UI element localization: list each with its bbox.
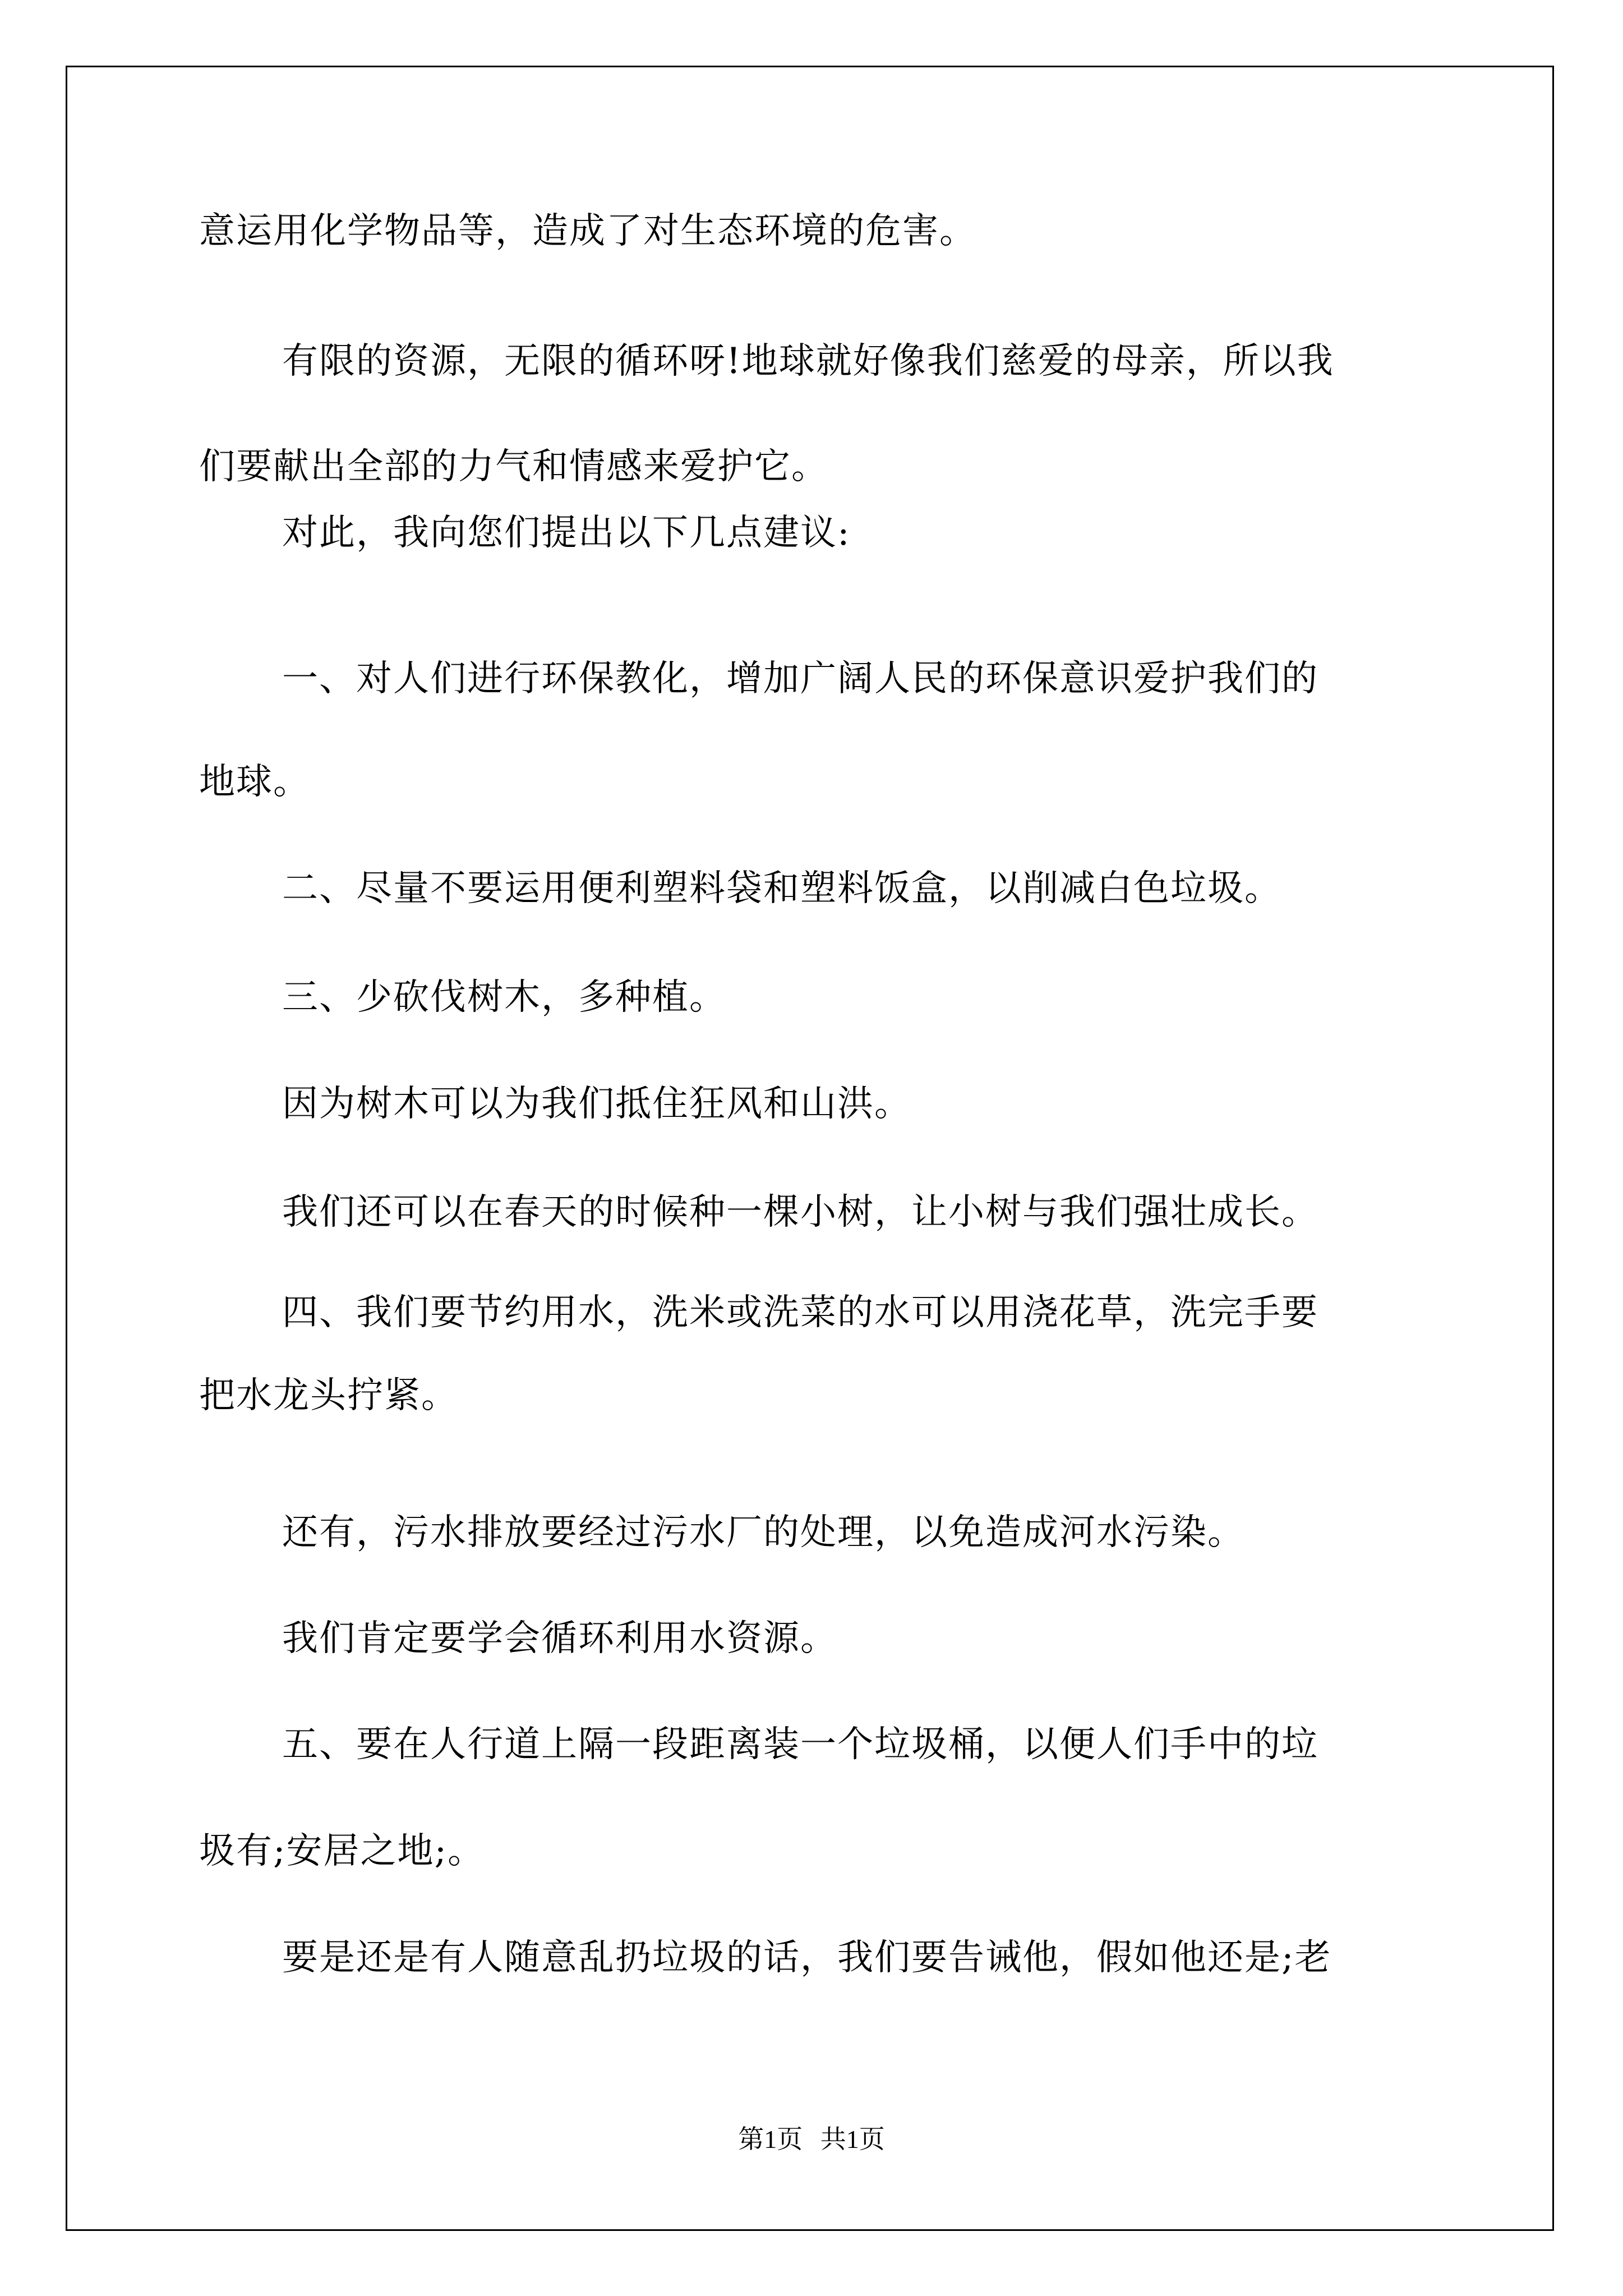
text-line: 意运用化学物品等，造成了对生态环境的危害。 — [199, 210, 976, 252]
text-line: 我们还可以在春天的时候种一棵小树，让小树与我们强壮成长。 — [282, 1191, 1318, 1233]
page-footer — [0, 2123, 1623, 2156]
page-total: 共1页 — [820, 2125, 885, 2154]
text-line: 三、少砍伐树木，多种植。 — [282, 977, 726, 1018]
text-line: 圾有;安居之地;。 — [199, 1830, 485, 1872]
text-line: 一、对人们进行环保教化，增加广阔人民的环保意识爱护我们的 — [282, 658, 1318, 700]
text-line: 对此，我向您们提出以下几点建议: — [282, 512, 851, 554]
text-line: 五、要在人行道上隔一段距离装一个垃圾桶，以便人们手中的垃 — [282, 1724, 1318, 1765]
page-border — [66, 66, 1554, 2231]
text-line: 有限的资源，无限的循环呀!地球就好像我们慈爱的母亲，所以我 — [282, 341, 1334, 382]
text-line: 因为树木可以为我们抵住狂风和山洪。 — [282, 1083, 911, 1125]
text-line: 把水龙头拧紧。 — [199, 1375, 458, 1416]
text-line: 们要献出全部的力气和情感来爱护它。 — [199, 446, 828, 487]
text-line: 要是还是有人随意乱扔垃圾的话，我们要告诫他，假如他还是;老 — [282, 1937, 1332, 1978]
text-line: 还有，污水排放要经过污水厂的处理，以免造成河水污染。 — [282, 1512, 1244, 1553]
page-number: 第1页 — [738, 2125, 803, 2154]
text-line: 二、尽量不要运用便利塑料袋和塑料饭盒，以削减白色垃圾。 — [282, 868, 1281, 909]
text-line: 地球。 — [199, 761, 310, 803]
text-line: 我们肯定要学会循环利用水资源。 — [282, 1618, 837, 1659]
text-line: 四、我们要节约用水，洗米或洗菜的水可以用浇花草，洗完手要 — [282, 1292, 1318, 1333]
